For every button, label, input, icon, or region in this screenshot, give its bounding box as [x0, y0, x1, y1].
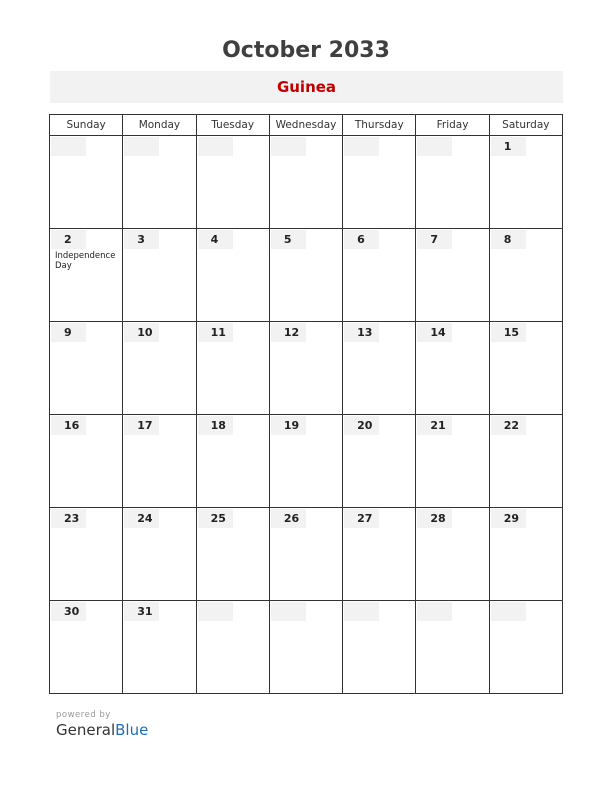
day-cell — [50, 136, 123, 229]
empty-day-box — [344, 137, 379, 156]
day-cell — [50, 601, 123, 694]
day-cell — [196, 322, 269, 415]
day-cell — [269, 229, 342, 322]
empty-day-box — [51, 137, 86, 156]
country-name: Guinea — [276, 78, 337, 96]
day-number: 23 — [51, 509, 86, 528]
day-number: 20 — [344, 416, 379, 435]
day-cell — [196, 229, 269, 322]
day-cell — [343, 322, 416, 415]
weekday-friday: Friday — [416, 115, 489, 136]
week-row — [50, 601, 563, 694]
weekday-header-row — [50, 115, 563, 136]
empty-day-box — [491, 602, 526, 621]
day-number: 22 — [491, 416, 526, 435]
day-number: 31 — [124, 602, 159, 621]
day-cell — [269, 601, 342, 694]
day-cell — [489, 136, 562, 229]
day-cell — [416, 508, 489, 601]
weekday-wednesday: Wednesday — [269, 115, 342, 136]
day-number: 16 — [51, 416, 86, 435]
day-number: 8 — [491, 230, 526, 249]
day-cell — [489, 229, 562, 322]
day-number: 6 — [344, 230, 379, 249]
day-cell — [343, 601, 416, 694]
weekday-monday: Monday — [123, 115, 196, 136]
brand-general: General — [56, 721, 116, 739]
day-cell — [123, 415, 196, 508]
day-cell — [123, 601, 196, 694]
day-cell — [489, 508, 562, 601]
day-number: 9 — [51, 323, 86, 342]
day-number: 26 — [271, 509, 306, 528]
day-cell — [269, 322, 342, 415]
empty-day-box — [198, 602, 233, 621]
weekday-sunday: Sunday — [50, 115, 123, 136]
powered-by-text: powered by — [56, 710, 111, 720]
weekday-saturday: Saturday — [489, 115, 562, 136]
day-cell — [269, 508, 342, 601]
day-cell — [489, 415, 562, 508]
day-cell — [123, 508, 196, 601]
day-number: 4 — [198, 230, 233, 249]
day-number: 30 — [51, 602, 86, 621]
day-cell — [50, 415, 123, 508]
calendar-title: October 2033 — [222, 38, 390, 63]
day-number: 18 — [198, 416, 233, 435]
day-cell — [123, 136, 196, 229]
day-cell — [196, 601, 269, 694]
day-cell — [196, 508, 269, 601]
day-number: 28 — [417, 509, 452, 528]
day-number: 14 — [417, 323, 452, 342]
day-cell — [343, 415, 416, 508]
day-cell — [416, 136, 489, 229]
day-number: 13 — [344, 323, 379, 342]
day-number: 24 — [124, 509, 159, 528]
day-cell — [50, 322, 123, 415]
empty-day-box — [271, 602, 306, 621]
calendar-grid — [49, 114, 563, 694]
empty-day-box — [198, 137, 233, 156]
day-cell — [269, 136, 342, 229]
week-row — [50, 322, 563, 415]
day-cell — [343, 136, 416, 229]
empty-day-box — [124, 137, 159, 156]
day-cell — [50, 508, 123, 601]
day-cell — [196, 136, 269, 229]
day-number: 5 — [271, 230, 306, 249]
day-number: 10 — [124, 323, 159, 342]
day-cell — [416, 601, 489, 694]
holiday-label: Independence Day — [55, 251, 116, 271]
day-cell — [489, 322, 562, 415]
empty-day-box — [344, 602, 379, 621]
footer — [56, 710, 148, 739]
day-number: 27 — [344, 509, 379, 528]
brand-logo[interactable] — [56, 721, 148, 739]
brand-blue: Blue — [115, 721, 149, 739]
day-number: 2 — [51, 230, 86, 249]
day-number: 15 — [491, 323, 526, 342]
weekday-tuesday: Tuesday — [196, 115, 269, 136]
day-cell — [123, 322, 196, 415]
day-cell — [269, 415, 342, 508]
week-row — [50, 136, 563, 229]
day-number: 21 — [417, 416, 452, 435]
week-row — [50, 508, 563, 601]
day-number: 29 — [491, 509, 526, 528]
day-number: 25 — [198, 509, 233, 528]
weekday-thursday: Thursday — [343, 115, 416, 136]
week-row — [50, 229, 563, 322]
week-row — [50, 415, 563, 508]
day-cell — [343, 229, 416, 322]
day-number: 7 — [417, 230, 452, 249]
day-cell — [343, 508, 416, 601]
day-number: 1 — [491, 137, 526, 156]
day-number: 12 — [271, 323, 306, 342]
day-cell — [196, 415, 269, 508]
day-cell — [50, 229, 123, 322]
day-number: 17 — [124, 416, 159, 435]
country-bar — [50, 71, 563, 103]
day-cell — [416, 229, 489, 322]
empty-day-box — [271, 137, 306, 156]
day-number: 11 — [198, 323, 233, 342]
empty-day-box — [417, 602, 452, 621]
day-cell — [416, 415, 489, 508]
day-cell — [416, 322, 489, 415]
day-cell — [123, 229, 196, 322]
empty-day-box — [417, 137, 452, 156]
day-cell — [489, 601, 562, 694]
day-number: 3 — [124, 230, 159, 249]
day-number: 19 — [271, 416, 306, 435]
